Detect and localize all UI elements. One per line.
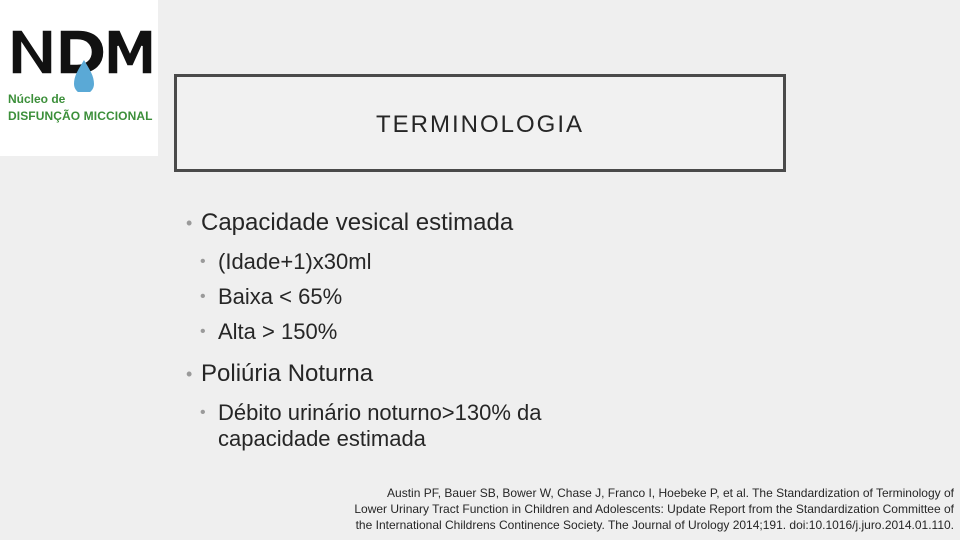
logo-line-1: Núcleo de bbox=[8, 92, 66, 106]
slide-title: TERMINOLOGIA bbox=[375, 111, 585, 138]
bullet-dot-icon: • bbox=[200, 288, 206, 305]
bullet-dot-icon: • bbox=[200, 253, 206, 270]
bullet-dot-icon: • bbox=[186, 213, 193, 233]
bullet-dot-icon: • bbox=[200, 404, 206, 421]
logo-line-2: DISFUNÇÃO MICCIONAL bbox=[8, 109, 153, 123]
citation-line: Austin PF, Bauer SB, Bower W, Chase J, Franco I, Hoebeke P, et al. The Standardization of Terminology of bbox=[387, 486, 954, 500]
sub-bullet-text: (Idade+1)x30ml bbox=[218, 249, 372, 274]
sub-bullet-text: Baixa < 65% bbox=[218, 284, 343, 309]
ndm-logo-mark bbox=[0, 0, 158, 92]
title-box bbox=[174, 74, 786, 172]
sub-bullet-item bbox=[200, 249, 806, 275]
bullet-list bbox=[186, 206, 806, 452]
citation-line: the International Childrens Continence Society. The Journal of Urology 2014;191. doi:10.1016/j.juro.2014.01.110. bbox=[355, 518, 954, 532]
sub-bullet-item bbox=[200, 400, 638, 452]
citation-line: Lower Urinary Tract Function in Children and Adolescents: Update Report from the Standardization Committee of bbox=[354, 502, 954, 516]
bullet-dot-icon: • bbox=[186, 364, 193, 384]
sub-bullet-item bbox=[200, 319, 806, 345]
sub-bullet-text: Débito urinário noturno>130% da capacidade estimada bbox=[218, 400, 542, 451]
bullet-item bbox=[186, 206, 806, 240]
reference-citation bbox=[234, 485, 954, 533]
bullet-item bbox=[186, 357, 806, 391]
bullet-dot-icon: • bbox=[200, 323, 206, 340]
bullet-text: Poliúria Noturna bbox=[201, 360, 374, 387]
bullet-text: Capacidade vesical estimada bbox=[201, 209, 514, 236]
ndm-logo bbox=[0, 0, 158, 156]
sub-bullet-text: Alta > 150% bbox=[218, 319, 338, 344]
sub-bullet-item bbox=[200, 284, 806, 310]
